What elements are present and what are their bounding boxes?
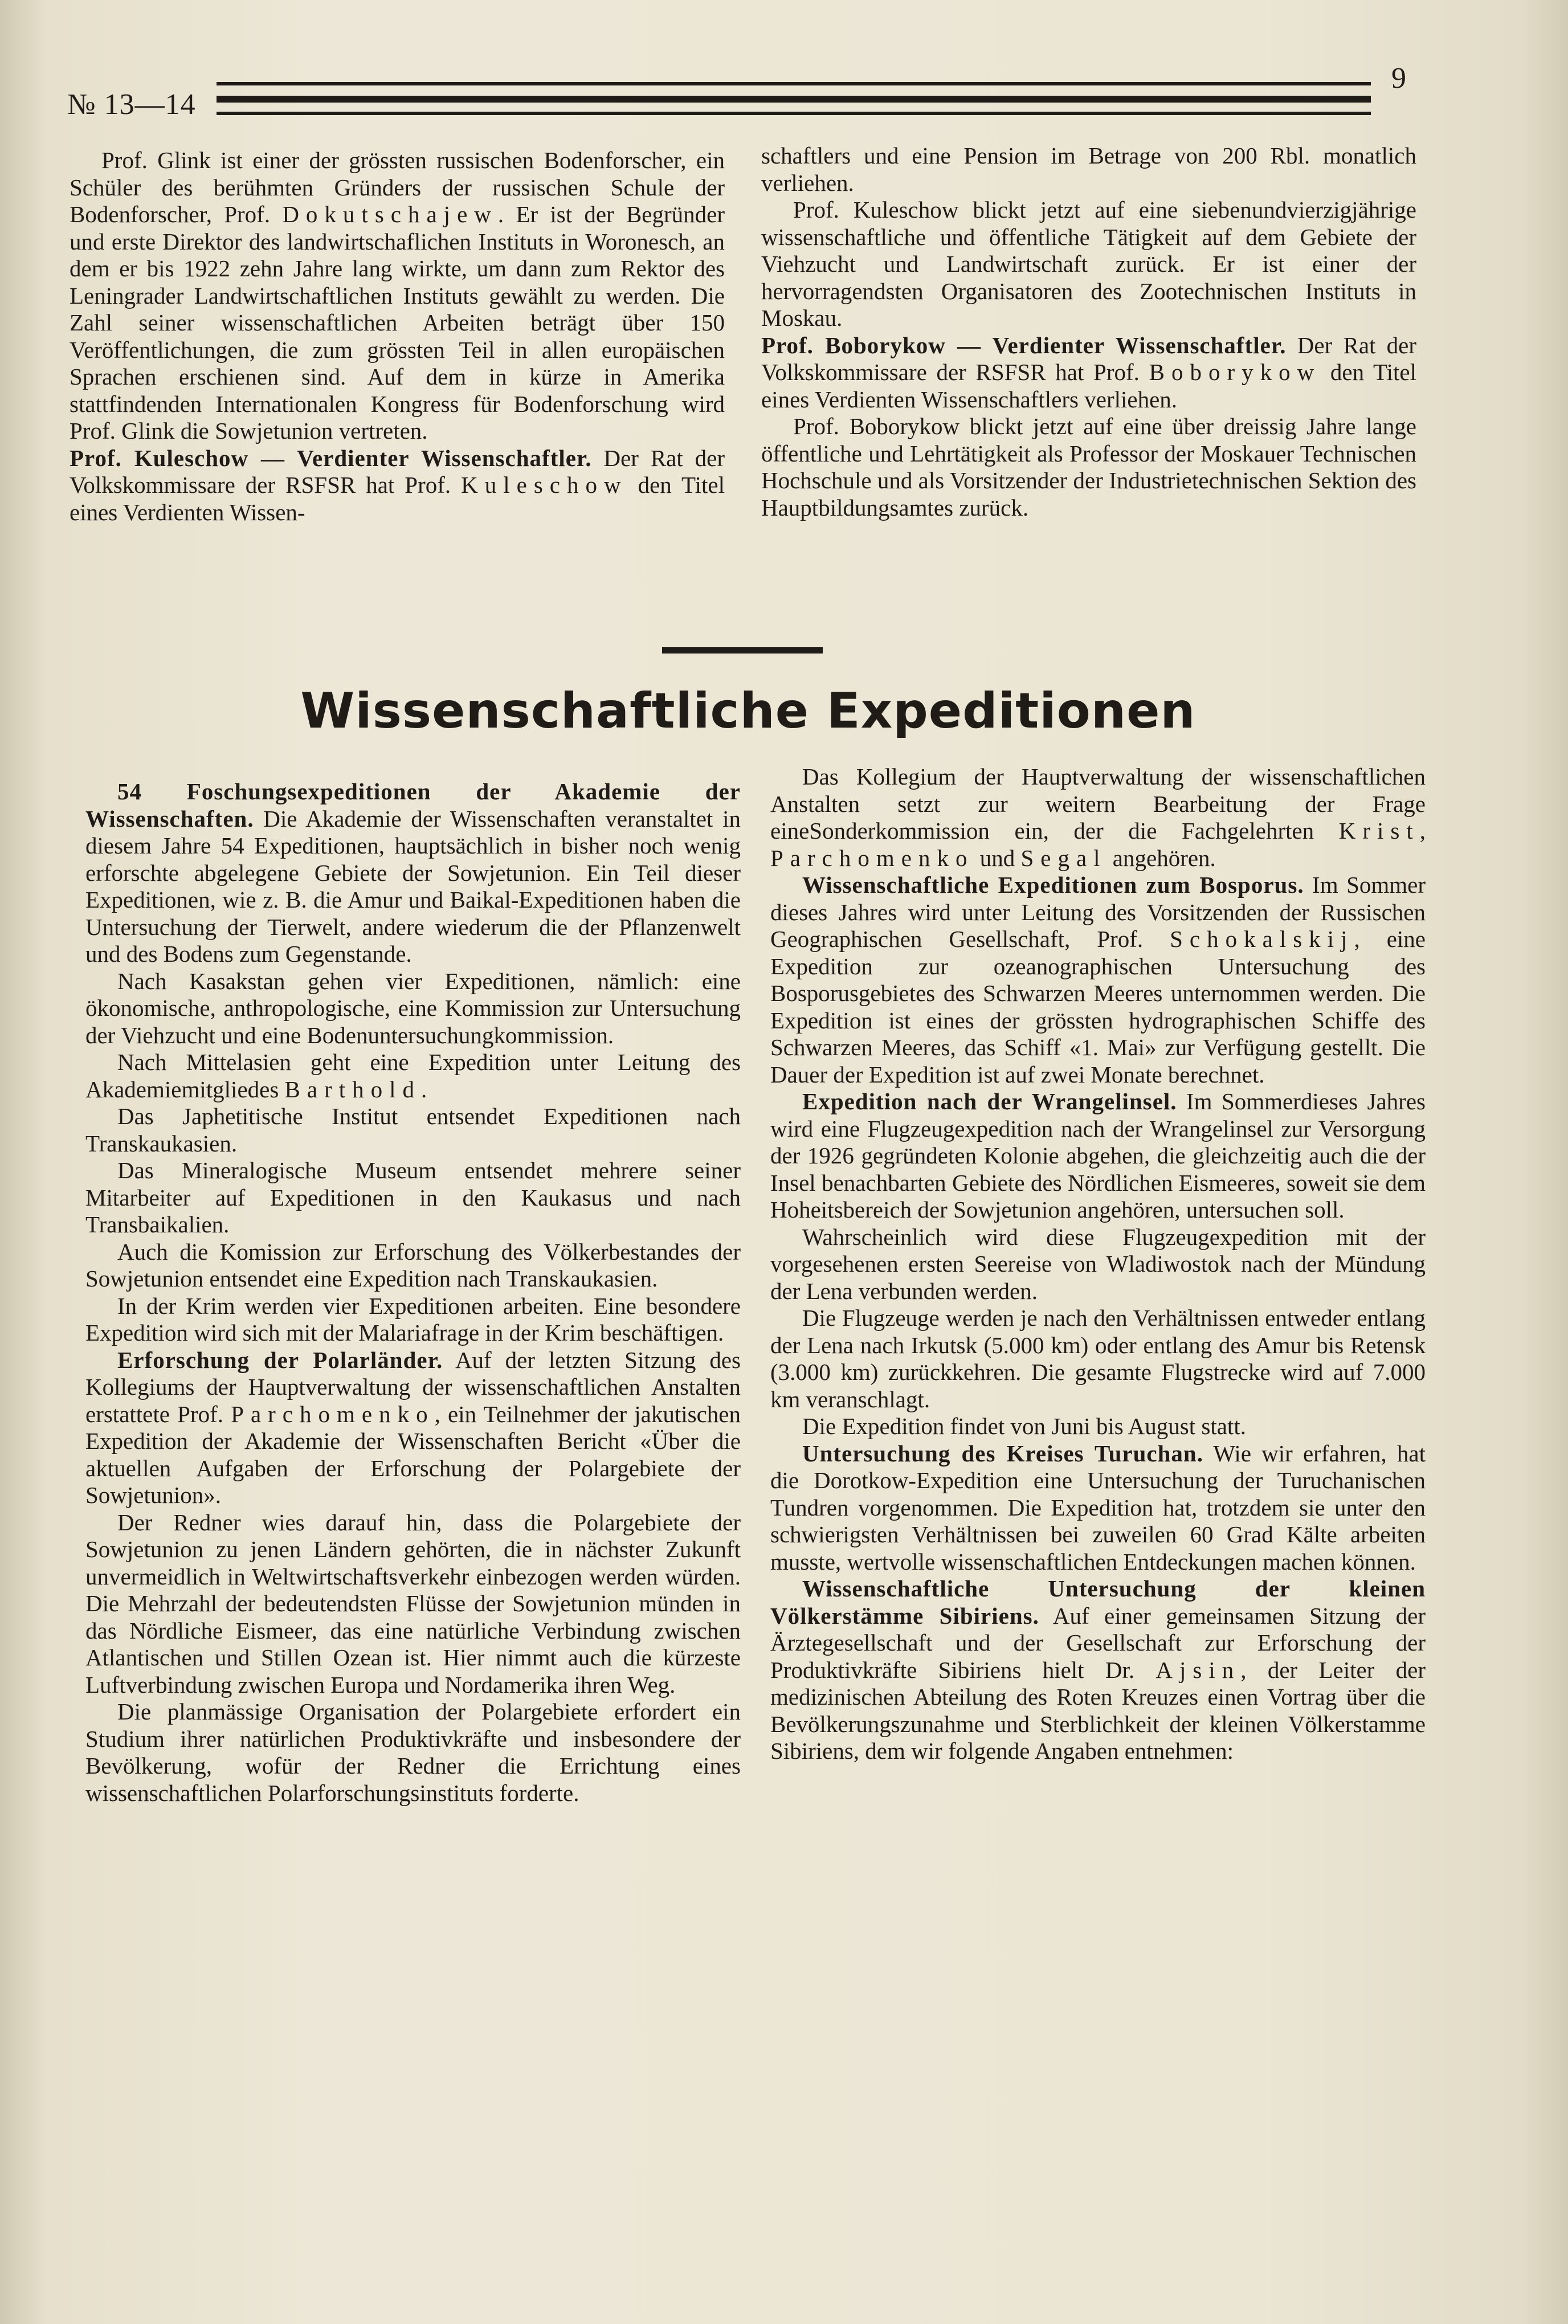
text-run: Das Mineralogische Museum entsendet mehrere seiner Mitarbeiter auf Expeditionen in den Kaukasus und nach Transbaikalien.: [85, 1157, 741, 1237]
paragraph-heading: Prof. Boborykow — Verdienter Wissenschaftler.: [761, 332, 1287, 358]
text-run: Nach Kasakstan gehen vier Expeditionen, nämlich: eine ökonomische, anthropologische, eine Kommission zur Untersuchung der Viehzucht und eine Bodenuntersuchungkommission.: [85, 967, 741, 1048]
text-run: Prof. Boborykow blickt jetzt auf eine über dreissig Jahre lange öffentliche und Lehrtätigkeit als Professor der Moskauer Technischen Hochschule und als Vorsitzender der Industrietechnischen Sektion des Hauptbildungsamtes zurück.: [761, 413, 1416, 521]
paragraph-heading: 54 Foschungsexpeditionen der Akademie der Wissenschaften.: [85, 778, 741, 832]
paragraph: [85, 1157, 741, 1239]
text-run: den Titel eines Verdienten Wissenschaftlers verliehen.: [761, 359, 1417, 412]
text-run: Wahrscheinlich wird diese Flugzeugexpedition mit der vorgesehenen ersten Seereise von Wladiwostok nach der Mündung der Lena verbunden werden.: [770, 1223, 1426, 1304]
paragraph-heading: Prof. Kuleschow — Verdienter Wissenschaftler.: [70, 444, 592, 471]
text-run: Prof. Glink ist einer der grössten russischen Bodenforscher, ein Schüler des berühmten Gründers der russischen Schule der Bodenforscher, Prof.: [70, 147, 725, 227]
paragraph: [85, 778, 741, 968]
paragraph: [770, 872, 1426, 1088]
article-column-top-left: [70, 147, 725, 526]
text-run: Die Expedition findet von Juni bis August statt.: [802, 1413, 1246, 1439]
paragraph: [85, 1509, 741, 1699]
spaced-name: Segal: [1020, 844, 1107, 871]
header-rule: [217, 96, 1371, 103]
paragraph: [85, 1347, 741, 1509]
text-run: Der Redner wies darauf hin, dass die Polargebiete der Sowjetunion zu jenen Ländern gehörten, die in nächster Zukunft unvermeidlich in Weltwirtschaftsverkehr einbezogen werden würden. Die Mehrzahl der bedeutendsten Flüsse der Sowjetunion münden in das Nördliche Eismeer, das eine natürliche Verbindung zwischen Atlantischen und Stillen Ozean ist. Hier nimmt auch die kürzeste Luftverbindung zwischen Europa und Nordamerika ihren Weg.: [85, 1509, 741, 1698]
article-column-bottom-left: [85, 778, 741, 1807]
paragraph: [761, 332, 1416, 414]
paragraph: [70, 445, 725, 526]
text-run: Auf einer gemeinsamen Sitzung der Ärztegesellschaft und der Gesellschaft zur Erforschung der Produktivkräfte Sibiriens hielt Dr.: [770, 1602, 1426, 1683]
paragraph: [761, 197, 1416, 332]
paragraph-heading: Untersuchung des Kreises Turuchan.: [802, 1440, 1203, 1467]
text-run: Der Rat der Volkskommissare der RSFSR hat Prof.: [761, 332, 1416, 385]
spaced-name: Boborykow: [1149, 359, 1321, 385]
text-run: , ein Teilnehmer der jakutischen Expedition der Akademie der Wissenschaften Bericht «Über die aktuellen Aufgaben der Erforschung der Polargebiete der Sowjetunion».: [85, 1400, 741, 1508]
paragraph-heading: Wissenschaftliche Expeditionen zum Bosporus.: [802, 872, 1304, 898]
paragraph: [770, 1440, 1426, 1576]
paragraph-heading: Wissenschaftliche Untersuchung der kleinen Völkerstämme Sibiriens.: [770, 1575, 1426, 1629]
text-run: angehören.: [1106, 844, 1216, 871]
text-run: In der Krim werden vier Expeditionen arbeiten. Eine besondere Expedition wird sich mit der Malariafrage in der Krim beschäftigen.: [85, 1292, 741, 1346]
text-run: .: [421, 1076, 427, 1102]
text-run: , der Leiter der medizinischen Abteilung des Roten Kreuzes einen Vortrag über die Bevölkerungszunahme und Sterblichkeit der kleinen Völkerstamme Sibiriens, dem wir folgende Angaben entnehmen:: [770, 1656, 1426, 1764]
text-run: Wie wir erfahren, hat die Dorotkow-Expedition eine Untersuchung der Turuchanischen Tundren vorgenommen. Die Expedition hat, trotzdem sie unter den schwierigsten Verhältnissen bei zuweilen 60 Grad Kälte arbeiten musste, wertvolle wissenschaftlichen Entdeckungen machen können.: [770, 1440, 1426, 1575]
text-run: Nach Mittelasien geht eine Expedition unter Leitung des Akademiemitgliedes: [85, 1049, 741, 1102]
paragraph: [85, 1103, 741, 1157]
paragraph-heading: Expedition nach der Wrangelinsel.: [802, 1088, 1177, 1114]
text-run: , eine Expedition zur ozeanographischen Untersuchung des Bosporusgebietes des Schwarzen Meeres unternommen werden. Die Expedition ist eines der grössten hydrographischen Schiffe des Schwarzen Meeres, das Schiff «1. Mai» zur Verfügung gestellt. Die Dauer der Expedition ist auf zwei Monate berechnet.: [770, 926, 1426, 1088]
text-run: Die Akademie der Wissenschaften veranstaltet in diesem Jahre 54 Expeditionen, hauptsächlich in bisher noch wenig erforschte abgelegene Gebiete der Sowjetunion. Ein Teil dieser Expeditionen, wie z. B. die Amur und Baikal-Expeditionen haben die Untersuchung der Tierwelt, andere wiederum die der Pflanzenwelt und des Bodens zum Gegenstande.: [85, 805, 741, 967]
spaced-name: Dokutschajew: [282, 201, 498, 227]
paragraph: [770, 1575, 1426, 1765]
paragraph: [85, 1239, 741, 1293]
text-run: Auf der letzten Sitzung des Kollegiums der Hauptverwaltung der wissenschaftlichen Anstalten erstattete Prof.: [85, 1346, 741, 1427]
spaced-name: Parchomenko: [770, 844, 974, 871]
paragraph: [770, 1224, 1426, 1305]
header-rule: [217, 82, 1371, 85]
paragraph: [70, 147, 725, 445]
text-run: Die planmässige Organisation der Polargebiete erfordert ein Studium ihrer natürlichen Produktivkräfte und insbesondere der Bevölkerung, wofür der Redner die Errichtung eines wissenschaftlichen Polarforschungsinstituts forderte.: [85, 1698, 741, 1806]
paragraph: [85, 1049, 741, 1103]
spaced-name: Parchomenko: [231, 1400, 435, 1427]
paragraph: [770, 1088, 1426, 1224]
spaced-name: Barthold: [284, 1076, 422, 1102]
header-rule: [217, 112, 1371, 115]
section-divider: [662, 647, 823, 654]
text-run: und: [974, 844, 1021, 871]
text-run: Auch die Komission zur Erforschung des Völkerbestandes der Sowjetunion entsendet eine Expedition nach Transkaukasien.: [85, 1238, 741, 1292]
page-header: [67, 62, 1406, 124]
text-run: . Er ist der Begründer und erste Direktor des landwirtschaflichen Instituts in Woronesch, an dem er bis 1922 zehn Jahre lang wirkte, um dann zum Rektor des Leningrader Landwirtschaftlichen Instituts gewählt zu werden. Die Zahl seiner wissenschaftlichen Arbeiten beträgt über 150 Veröffentlichungen, die zum grössten Teil in allen europäischen Sprachen erschienen sind. Auf dem in kürze in Amerika stattfindenden Internationalen Kongress für Bodenforschung wird Prof. Glink die Sowjetunion vertreten.: [70, 201, 725, 444]
text-run: ,: [1419, 818, 1426, 844]
paragraph: [85, 1293, 741, 1347]
text-run: schaftlers und eine Pension im Betrage von 200 Rbl. monatlich verliehen.: [761, 142, 1416, 196]
paragraph: [761, 413, 1416, 521]
text-run: Im Sommerdieses Jahres wird eine Flugzeugexpedition nach der Wrangelinsel zur Versorgung der 1926 gegründeten Kolonie abgehen, die gleichzeitig auch die der Insel benachbarten Gebiete des Nördlichen Eismeeres, soweit sie dem Hoheitsbereich der Sowjetunion angehören, untersuchen soll.: [770, 1088, 1426, 1223]
paragraph: [85, 968, 741, 1049]
page-number: 9: [1391, 62, 1406, 95]
spaced-name: Ajsin: [1155, 1656, 1241, 1683]
article-column-top-right: [761, 142, 1416, 521]
text-run: Im Sommer dieses Jahres wird unter Leitung des Vorsitzenden der Russischen Geographischen Gesellschaft, Prof.: [770, 872, 1426, 952]
text-run: Prof. Kuleschow blickt jetzt auf eine siebenundvierzigjährige wissenschaftliche und öffentliche Tätigkeit auf dem Gebiete der Viehzucht und Landwirtschaft zurück. Er ist einer der hervorragendsten Organisatoren des Zootechnischen Instituts in Moskau.: [761, 197, 1416, 331]
paragraph: [761, 142, 1416, 197]
paragraph: [770, 763, 1426, 872]
paragraph: [770, 1413, 1426, 1440]
spaced-name: Krist: [1338, 818, 1420, 844]
section-title: Wissenschaftliche Expeditionen: [300, 683, 1196, 740]
text-run: Das Japhetitische Institut entsendet Expeditionen nach Transkaukasien.: [85, 1103, 741, 1157]
text-run: den Titel eines Verdienten Wissen-: [70, 472, 725, 525]
article-column-bottom-right: [770, 763, 1426, 1765]
spaced-name: Kuleschow: [461, 472, 628, 498]
paragraph-heading: Erforschung der Polarländer.: [117, 1346, 443, 1373]
text-run: Die Flugzeuge werden je nach den Verhältnissen entweder entlang der Lena nach Irkutsk (5.000 km) oder entlang des Amur bis Retensk (3.000 km) zurückkehren. Die gesamte Flugstrecke wird auf 7.000 km veranschlagt.: [770, 1305, 1426, 1412]
spaced-name: Schokalskij: [1170, 926, 1354, 952]
paragraph: [85, 1698, 741, 1807]
text-run: Der Rat der Volkskommissare der RSFSR hat Prof.: [70, 444, 725, 498]
paragraph: [770, 1305, 1426, 1413]
issue-number: № 13—14: [67, 88, 196, 121]
text-run: Das Kollegium der Hauptverwaltung der wissenschaftlichen Anstalten setzt zur weitern Bearbeitung der Frage eineSonderkommission ein, der die Fachgelehrten: [770, 763, 1426, 844]
